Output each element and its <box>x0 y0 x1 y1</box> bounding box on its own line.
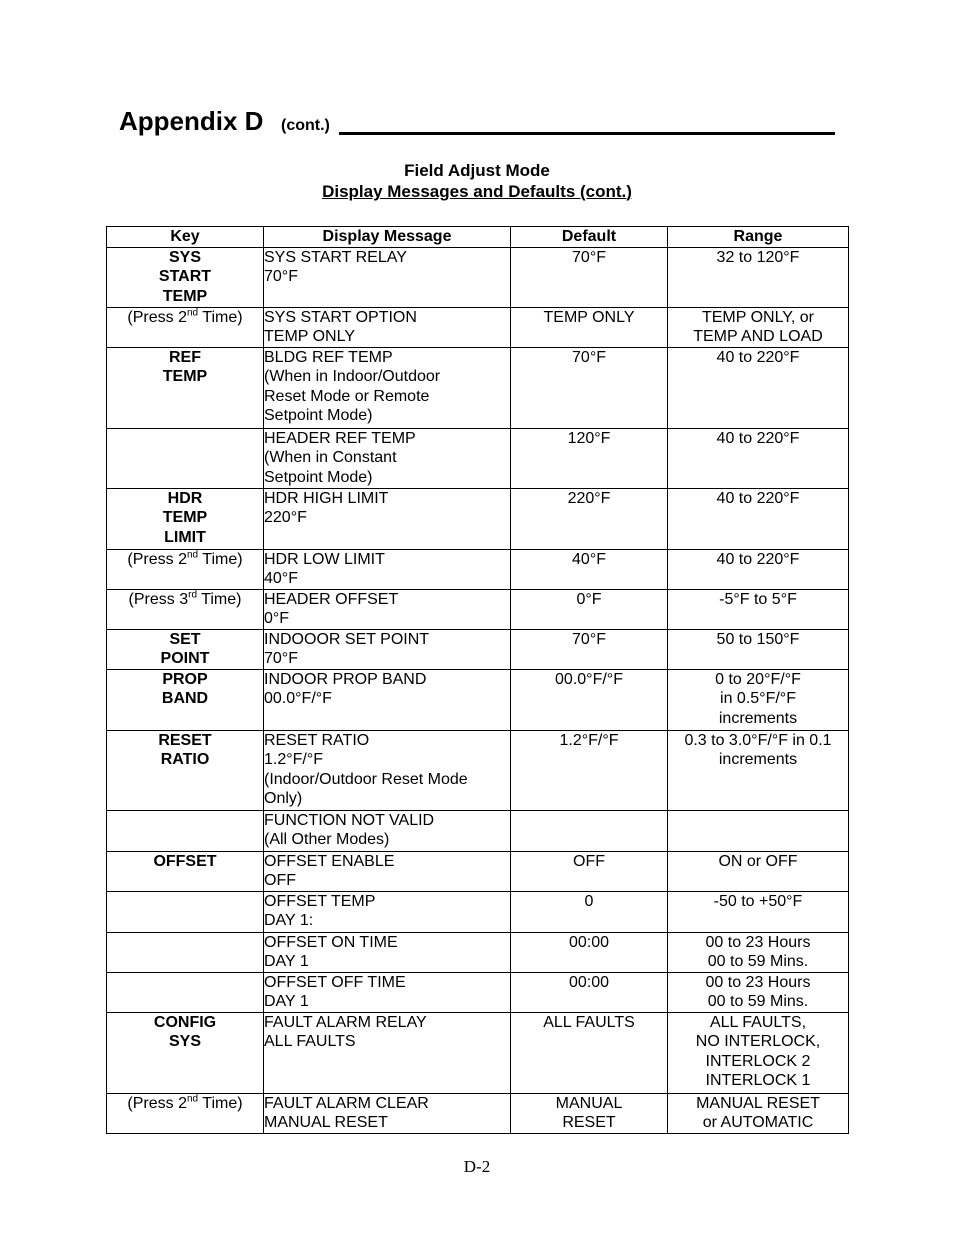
page-title: Appendix D <box>119 106 264 136</box>
display-message-cell: FAULT ALARM CLEAR MANUAL RESET <box>264 1093 511 1133</box>
default-cell: MANUAL RESET <box>511 1093 668 1133</box>
range-cell: 40 to 220°F <box>668 347 849 428</box>
key-press-prefix: (Press 2 <box>127 308 187 326</box>
range-cell: 32 to 120°F <box>668 247 849 307</box>
key-cell <box>107 891 264 932</box>
display-message-cell: FUNCTION NOT VALID (All Other Modes) <box>264 810 511 851</box>
range-cell: -5°F to 5°F <box>668 589 849 629</box>
key-press-prefix: (Press 3 <box>128 590 189 608</box>
key-cell: PROP BAND <box>107 669 264 730</box>
default-cell: 0°F <box>511 589 668 629</box>
table-row <box>107 891 849 932</box>
section-subheading-underlined: Display Messages and Defaults (cont. <box>322 182 627 201</box>
display-message-cell: SYS START OPTION TEMP ONLY <box>264 307 511 347</box>
section-heading: Field Adjust Mode <box>404 161 550 180</box>
table-row <box>107 851 849 891</box>
key-press-prefix: (Press 2 <box>127 1094 187 1112</box>
default-cell: ALL FAULTS <box>511 1012 668 1093</box>
key-cell <box>107 1093 264 1133</box>
display-message-cell: INDOOR PROP BAND 00.0°F/°F <box>264 669 511 730</box>
key-cell <box>107 307 264 347</box>
default-cell: 00:00 <box>511 932 668 972</box>
section-subheading-tail: ) <box>626 182 632 201</box>
table-row <box>107 428 849 488</box>
column-header-display-message: Display Message <box>264 227 511 248</box>
key-cell <box>107 810 264 851</box>
defaults-table <box>106 226 849 1134</box>
default-cell <box>511 810 668 851</box>
default-cell: 70°F <box>511 247 668 307</box>
key-press-suffix: Time) <box>198 308 243 326</box>
default-cell: OFF <box>511 851 668 891</box>
title-cont-label: (cont.) <box>281 117 330 134</box>
default-cell: 1.2°F/°F <box>511 730 668 810</box>
range-cell: ALL FAULTS, NO INTERLOCK, INTERLOCK 2 INTERLOCK 1 <box>668 1012 849 1093</box>
table-body <box>107 247 849 1133</box>
key-cell: OFFSET <box>107 851 264 891</box>
range-cell: 0 to 20°F/°F in 0.5°F/°F increments <box>668 669 849 730</box>
default-cell: 70°F <box>511 347 668 428</box>
display-message-cell: OFFSET TEMP DAY 1: <box>264 891 511 932</box>
display-message-cell: RESET RATIO 1.2°F/°F (Indoor/Outdoor Reset Mode Only) <box>264 730 511 810</box>
table-row <box>107 1012 849 1093</box>
key-cell: RESET RATIO <box>107 730 264 810</box>
display-message-cell: FAULT ALARM RELAY ALL FAULTS <box>264 1012 511 1093</box>
default-cell: 220°F <box>511 488 668 549</box>
default-cell: 00:00 <box>511 972 668 1012</box>
key-cell <box>107 428 264 488</box>
key-ordinal-suffix: nd <box>187 1093 199 1105</box>
table-row <box>107 307 849 347</box>
page-number: D-2 <box>463 1157 491 1176</box>
display-message-cell: BLDG REF TEMP (When in Indoor/Outdoor Reset Mode or Remote Setpoint Mode) <box>264 347 511 428</box>
range-cell: 50 to 150°F <box>668 629 849 669</box>
range-cell: -50 to +50°F <box>668 891 849 932</box>
table-header-row <box>107 227 849 248</box>
range-cell <box>668 810 849 851</box>
display-message-cell: HEADER REF TEMP (When in Constant Setpoint Mode) <box>264 428 511 488</box>
key-ordinal-suffix: nd <box>187 549 199 561</box>
key-ordinal-suffix: rd <box>188 589 198 601</box>
appendix-header <box>119 104 835 140</box>
key-cell <box>107 932 264 972</box>
range-cell: TEMP ONLY, or TEMP AND LOAD <box>668 307 849 347</box>
display-message-cell: OFFSET OFF TIME DAY 1 <box>264 972 511 1012</box>
key-cell: REF TEMP <box>107 347 264 428</box>
table-row <box>107 972 849 1012</box>
key-press-suffix: Time) <box>197 590 242 608</box>
key-cell: SET POINT <box>107 629 264 669</box>
key-cell: HDR TEMP LIMIT <box>107 488 264 549</box>
range-cell: 40 to 220°F <box>668 428 849 488</box>
range-cell: MANUAL RESET or AUTOMATIC <box>668 1093 849 1133</box>
display-message-cell: SYS START RELAY 70°F <box>264 247 511 307</box>
key-cell: SYS START TEMP <box>107 247 264 307</box>
display-message-cell: OFFSET ENABLE OFF <box>264 851 511 891</box>
range-cell: ON or OFF <box>668 851 849 891</box>
key-cell <box>107 549 264 589</box>
default-cell: 0 <box>511 891 668 932</box>
display-message-cell: INDOOOR SET POINT 70°F <box>264 629 511 669</box>
table-row <box>107 347 849 428</box>
default-cell: TEMP ONLY <box>511 307 668 347</box>
table-row <box>107 629 849 669</box>
table-row <box>107 932 849 972</box>
key-cell <box>107 589 264 629</box>
key-press-suffix: Time) <box>198 550 243 568</box>
key-press-suffix: Time) <box>198 1094 243 1112</box>
display-message-cell: HDR LOW LIMIT 40°F <box>264 549 511 589</box>
display-message-cell: HDR HIGH LIMIT 220°F <box>264 488 511 549</box>
column-header-range: Range <box>668 227 849 248</box>
display-message-cell: HEADER OFFSET 0°F <box>264 589 511 629</box>
table-row <box>107 810 849 851</box>
key-ordinal-suffix: nd <box>187 307 199 319</box>
table-row <box>107 669 849 730</box>
key-cell: CONFIG SYS <box>107 1012 264 1093</box>
column-header-default: Default <box>511 227 668 248</box>
column-header-key: Key <box>107 227 264 248</box>
key-press-prefix: (Press 2 <box>127 550 187 568</box>
range-cell: 40 to 220°F <box>668 488 849 549</box>
table-row <box>107 247 849 307</box>
default-cell: 120°F <box>511 428 668 488</box>
default-cell: 70°F <box>511 629 668 669</box>
section-subheading <box>0 182 954 202</box>
table-row <box>107 549 849 589</box>
table-row <box>107 488 849 549</box>
title-underline-rule <box>339 132 835 135</box>
key-cell <box>107 972 264 1012</box>
range-cell: 0.3 to 3.0°F/°F in 0.1 increments <box>668 730 849 810</box>
table-row <box>107 589 849 629</box>
default-cell: 40°F <box>511 549 668 589</box>
range-cell: 00 to 23 Hours 00 to 59 Mins. <box>668 932 849 972</box>
display-message-cell: OFFSET ON TIME DAY 1 <box>264 932 511 972</box>
table-row <box>107 730 849 810</box>
range-cell: 00 to 23 Hours 00 to 59 Mins. <box>668 972 849 1012</box>
table-row <box>107 1093 849 1133</box>
default-cell: 00.0°F/°F <box>511 669 668 730</box>
range-cell: 40 to 220°F <box>668 549 849 589</box>
